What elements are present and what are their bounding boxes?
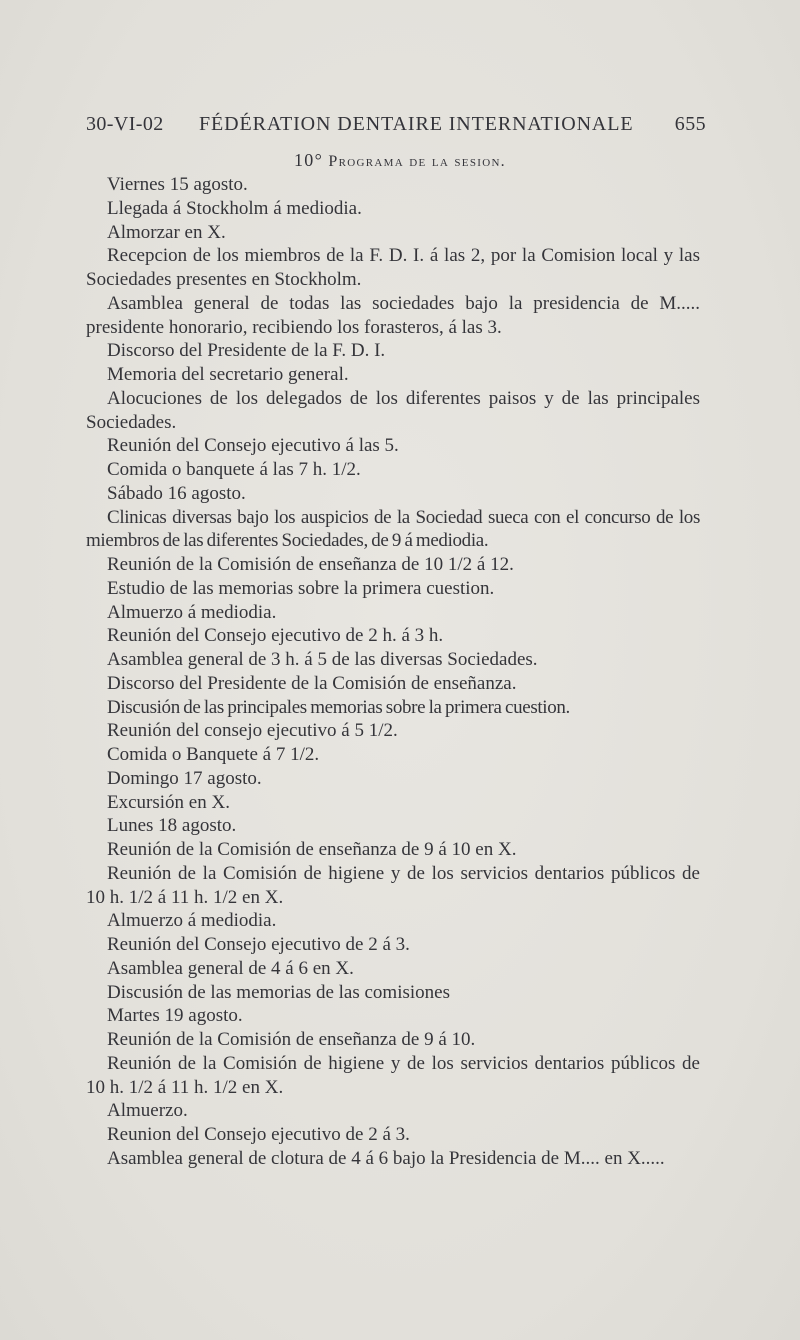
schedule-item: Discusión de las principales memorias sobre la primera cuestion. xyxy=(107,696,570,718)
schedule-item: Comida o banquete á las 7 h. 1/2. xyxy=(107,459,361,480)
schedule-item: Reunión de la Comisión de higiene y de los servicios dentarios públicos de 10 h. 1/2 á 11 h. 1/2 en X. xyxy=(86,1052,700,1098)
schedule-item: Asamblea general de clotura de 4 á 6 bajo la Presidencia de M.... en X..... xyxy=(107,1147,665,1169)
schedule-item: Excursión en X. xyxy=(107,791,230,813)
schedule-item: Almuerzo á mediodia. xyxy=(107,910,277,932)
schedule-item: Reunión del Consejo ejecutivo á las 5. xyxy=(107,435,399,457)
schedule-item: Reunión del consejo ejecutivo á 5 1/2. xyxy=(107,720,398,742)
schedule-item: Reunión de la Comisión de enseñanza de 10 1/2 á 12. xyxy=(107,554,514,575)
schedule-item: Almuerzo á mediodia. xyxy=(107,601,277,623)
schedule-item: Asamblea general de todas las sociedades bajo la presidencia de M..... presidente honorario, recibiendo los forasteros, á las 3. xyxy=(86,292,700,338)
header-date-code: 30-VI-02 xyxy=(86,113,164,135)
schedule-item: Llegada á Stockholm á mediodia. xyxy=(107,197,362,219)
schedule-item: Almuerzo. xyxy=(107,1100,188,1122)
section-number: 10° xyxy=(294,150,324,170)
schedule-item: Discorso del Presidente de la F. D. I. xyxy=(107,340,386,362)
schedule-day-heading: Martes 19 agosto. xyxy=(107,1005,243,1027)
schedule-item: Reunión del Consejo ejecutivo de 2 á 3. xyxy=(107,934,410,955)
section-heading xyxy=(0,150,800,171)
schedule-day-heading: Sábado 16 agosto. xyxy=(107,482,246,504)
schedule-item: Almorzar en X. xyxy=(107,221,226,243)
schedule-item: Reunión de la Comisión de enseñanza de 9 á 10 en X. xyxy=(107,839,517,860)
schedule-item: Clinicas diversas bajo los auspicios de la Sociedad sueca con el concurso de los miembros de las diferentes Sociedades, de 9 á mediodia. xyxy=(86,506,700,552)
page-number: 655 xyxy=(674,113,706,135)
schedule-item: Asamblea general de 4 á 6 en X. xyxy=(107,957,354,979)
schedule-item: Comida o Banquete á 7 1/2. xyxy=(107,744,320,765)
schedule-item: Alocuciones de los delegados de los diferentes paisos y de las principales Sociedades. xyxy=(86,387,700,433)
schedule-item: Estudio de las memorias sobre la primera cuestion. xyxy=(107,577,495,599)
body-text xyxy=(86,173,700,1171)
running-header xyxy=(86,113,706,143)
schedule-item: Reunión del Consejo ejecutivo de 2 h. á 3 h. xyxy=(107,625,444,647)
schedule-item: Recepcion de los miembros de la F. D. I. á las 2, por la Comision local y las Sociedades presentes en Stockholm. xyxy=(86,245,700,290)
schedule-item: Discusión de las memorias de las comisiones xyxy=(107,981,450,1003)
schedule-item: Reunion del Consejo ejecutivo de 2 á 3. xyxy=(107,1124,410,1145)
schedule-day-heading: Domingo 17 agosto. xyxy=(107,767,262,789)
schedule-item: Discorso del Presidente de la Comisión de enseñanza. xyxy=(107,672,517,694)
schedule-item: Asamblea general de 3 h. á 5 de las diversas Sociedades. xyxy=(107,649,538,670)
schedule-item: Reunión de la Comisión de higiene y de los servicios dentarios públicos de 10 h. 1/2 á 11 h. 1/2 en X. xyxy=(86,862,700,908)
section-title: Programa de la sesion. xyxy=(328,153,506,170)
schedule-day-heading: Lunes 18 agosto. xyxy=(107,815,237,837)
schedule-day-heading: Viernes 15 agosto. xyxy=(107,174,248,195)
schedule-item: Reunión de la Comisión de enseñanza de 9 á 10. xyxy=(107,1029,476,1050)
header-title: FÉDÉRATION DENTAIRE INTERNATIONALE xyxy=(199,113,634,135)
schedule-item: Memoria del secretario general. xyxy=(107,364,349,385)
